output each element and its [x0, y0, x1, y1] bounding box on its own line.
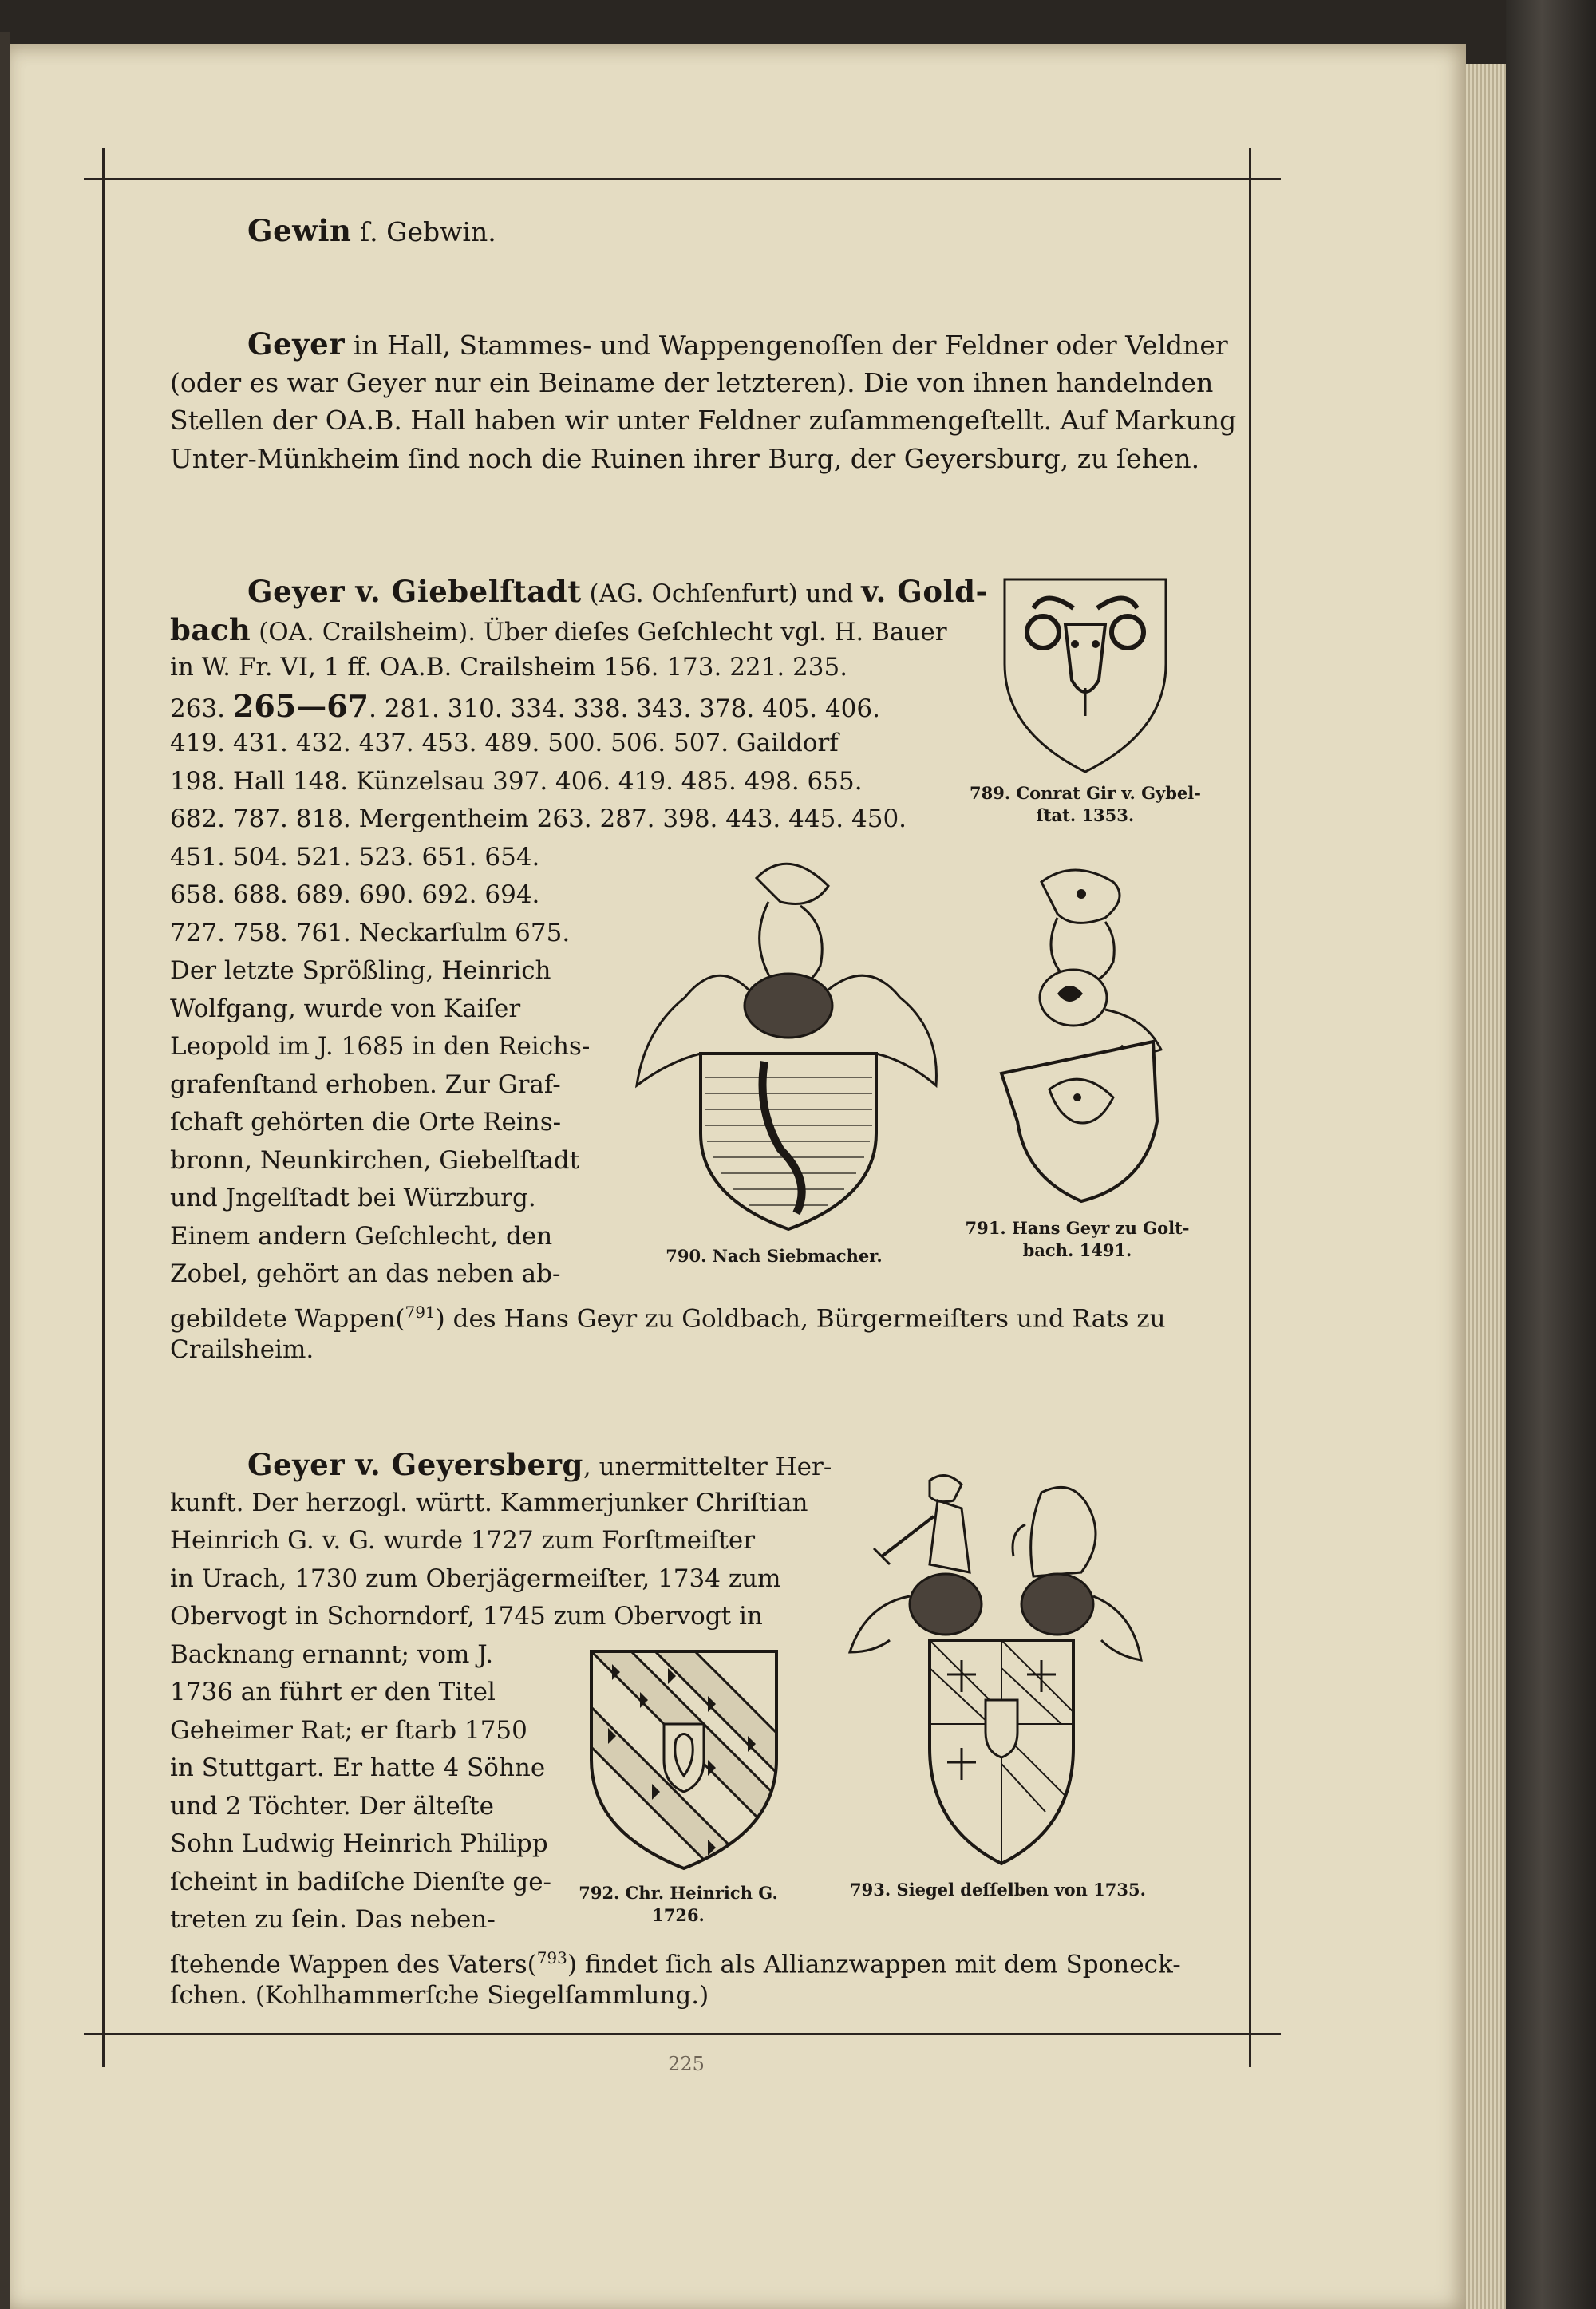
entry-line: 198. Hall 148. Künzelsau 397. 406. 419. 485. 498. 655.: [170, 766, 863, 796]
entry-line: treten zu ſein. Das neben-: [170, 1905, 496, 1934]
entry-line: 682. 787. 818. Mergentheim 263. 287. 398. 443. 445. 450.: [170, 805, 907, 833]
entry-line: in Stuttgart. Er hatte 4 Söhne: [170, 1753, 546, 1782]
frame-rule-left: [102, 148, 105, 2067]
entry-geyer-hall: [170, 326, 1236, 477]
entry-line: bronn, Neunkirchen, Giebelſtadt: [170, 1145, 580, 1175]
coat-of-arms-790: [629, 846, 948, 1245]
entry-line: (oder es war Geyer nur ein Beiname der letzteren). Die von ihnen handelnden: [170, 366, 1214, 398]
entry-line: Heinrich G. v. G. wurde 1727 zum Forſtmeiſter: [170, 1526, 756, 1555]
entry-line: , unermittelter Her-: [583, 1453, 832, 1481]
entry-line: Sohn Ludwig Heinrich Philipp: [170, 1829, 548, 1858]
entry-line: Stellen der OA.B. Hall haben wir unter Feldner zuſammengeſtellt. Auf Markung: [170, 405, 1237, 436]
entry-line: Crailsheim.: [170, 1335, 314, 1364]
entry-line: Wolfgang, wurde von Kaiſer: [170, 994, 521, 1023]
caption-line: 792. Chr. Heinrich G.: [579, 1883, 778, 1903]
headword-goldbach: v. Gold-: [861, 574, 989, 609]
headword-geyersberg: Geyer v. Geyersberg: [247, 1447, 583, 1482]
caption-line: ſtat. 1353.: [1036, 805, 1135, 825]
entry-line: ) des Hans Geyr zu Goldbach, Bürgermeiſters und Rats zu: [435, 1303, 1166, 1333]
caption-792: [559, 1882, 798, 1927]
headword-geyer-giebelstadt: Geyer v. Giebelſtadt: [247, 574, 582, 609]
entry-line: ) findet ſich als Allianzwappen mit dem Sponeck-: [567, 1949, 1181, 1979]
entry-line: 451. 504. 521. 523. 651. 654.: [170, 842, 540, 872]
page-number: 225: [668, 2053, 705, 2075]
entry-line: Backnang ernannt; vom J.: [170, 1639, 494, 1669]
entry-line: . 281. 310. 334. 338. 343. 378. 405. 406.: [369, 694, 880, 723]
coat-of-arms-793: [842, 1469, 1145, 1868]
entry-line: grafenſtand erhoben. Zur Graf-: [170, 1069, 561, 1099]
entry-line: (AG. Ochſenfurt) und: [581, 579, 862, 608]
entry-line: kunft. Der herzogl. württ. Kammerjunker Chriſtian: [170, 1488, 808, 1517]
entry-gewin-text: ſ. Gebwin.: [351, 216, 496, 247]
caption-line: 791. Hans Geyr zu Golt-: [965, 1218, 1190, 1238]
frame-rule-right: [1249, 148, 1251, 2067]
entry-line: Obervogt in Schorndorf, 1745 zum Obervogt in: [170, 1602, 763, 1631]
book-spine-edge: [0, 32, 10, 2309]
entry-gewin: [247, 212, 496, 251]
figure-reference: 793: [536, 1947, 567, 1967]
entry-line: gebildete Wappen(: [170, 1303, 405, 1333]
entry-line: 1736 an führt er den Titel: [170, 1678, 496, 1706]
entry-line: Einem andern Geſchlecht, den: [170, 1221, 553, 1251]
page-stack-edges: [1466, 64, 1506, 2309]
entry-line: Zobel, gehört an das neben ab-: [170, 1259, 561, 1288]
coat-of-arms-791: [994, 858, 1177, 1209]
frame-rule-top: [84, 178, 1281, 180]
book-cover-edge: [1506, 0, 1596, 2309]
figure-reference: 791: [405, 1302, 436, 1322]
entry-line: (OA. Crailsheim). Über dieſes Geſchlecht vgl. H. Bauer: [251, 617, 947, 646]
caption-line: 1726.: [652, 1905, 705, 1925]
entry-line: und 2 Töchter. Der älteſte: [170, 1791, 494, 1821]
caption-line: bach. 1491.: [1022, 1240, 1132, 1260]
caption-790: 790. Nach Siebmacher.: [666, 1246, 883, 1266]
entry-line: in W. Fr. VI, 1 ff. OA.B. Crailsheim 156. 173. 221. 235.: [170, 653, 848, 682]
entry-line: und Jngelſtadt bei Würzburg.: [170, 1184, 536, 1212]
entry-line: Unter-Münkheim ſind noch die Ruinen ihrer Burg, der Geyersburg, zu ſehen.: [170, 442, 1200, 474]
caption-789: [966, 782, 1205, 827]
entry-line: Geheimer Rat; er ſtarb 1750: [170, 1715, 527, 1745]
entry-line: ſcheint in badiſche Dienſte ge-: [170, 1867, 552, 1896]
entry-line: 263.: [170, 694, 233, 723]
entry-line: ſchaft gehörten die Orte Reins-: [170, 1108, 562, 1137]
entry-line: 727. 758. 761. Neckarſulm 675.: [170, 918, 571, 947]
coat-of-arms-792: [588, 1648, 780, 1872]
entry-line: 419. 431. 432. 437. 453. 489. 500. 506. 507. Gaildorf: [170, 729, 839, 757]
caption-793: 793. Siegel deſſelben von 1735.: [850, 1880, 1146, 1900]
entry-line: Leopold im J. 1685 in den Reichs-: [170, 1032, 591, 1061]
frame-rule-bottom: [84, 2033, 1281, 2035]
coat-of-arms-789: [1001, 576, 1169, 776]
headword-geyer: Geyer: [247, 326, 346, 362]
headword-goldbach-cont: bach: [170, 611, 251, 647]
entry-line: 658. 688. 689. 690. 692. 694.: [170, 880, 540, 909]
entry-line: ſtehende Wappen des Vaters(: [170, 1949, 537, 1979]
entry-line: in Urach, 1730 zum Oberjägermeiſter, 1734 zum: [170, 1564, 781, 1593]
headword-gewin: Gewin: [247, 213, 352, 248]
caption-line: 789. Conrat Gir v. Gybel-: [969, 783, 1201, 803]
entry-line: Der letzte Sprößling, Heinrich: [170, 956, 551, 985]
caption-791: [958, 1217, 1197, 1262]
entry-line: in Hall, Stammes- und Wappengenoſſen der Feldner oder Veldner: [345, 330, 1228, 361]
bold-page-range: 265—67: [232, 687, 369, 724]
entry-line: ſchen. (Kohlhammerſche Siegelſammlung.): [170, 1981, 709, 2010]
